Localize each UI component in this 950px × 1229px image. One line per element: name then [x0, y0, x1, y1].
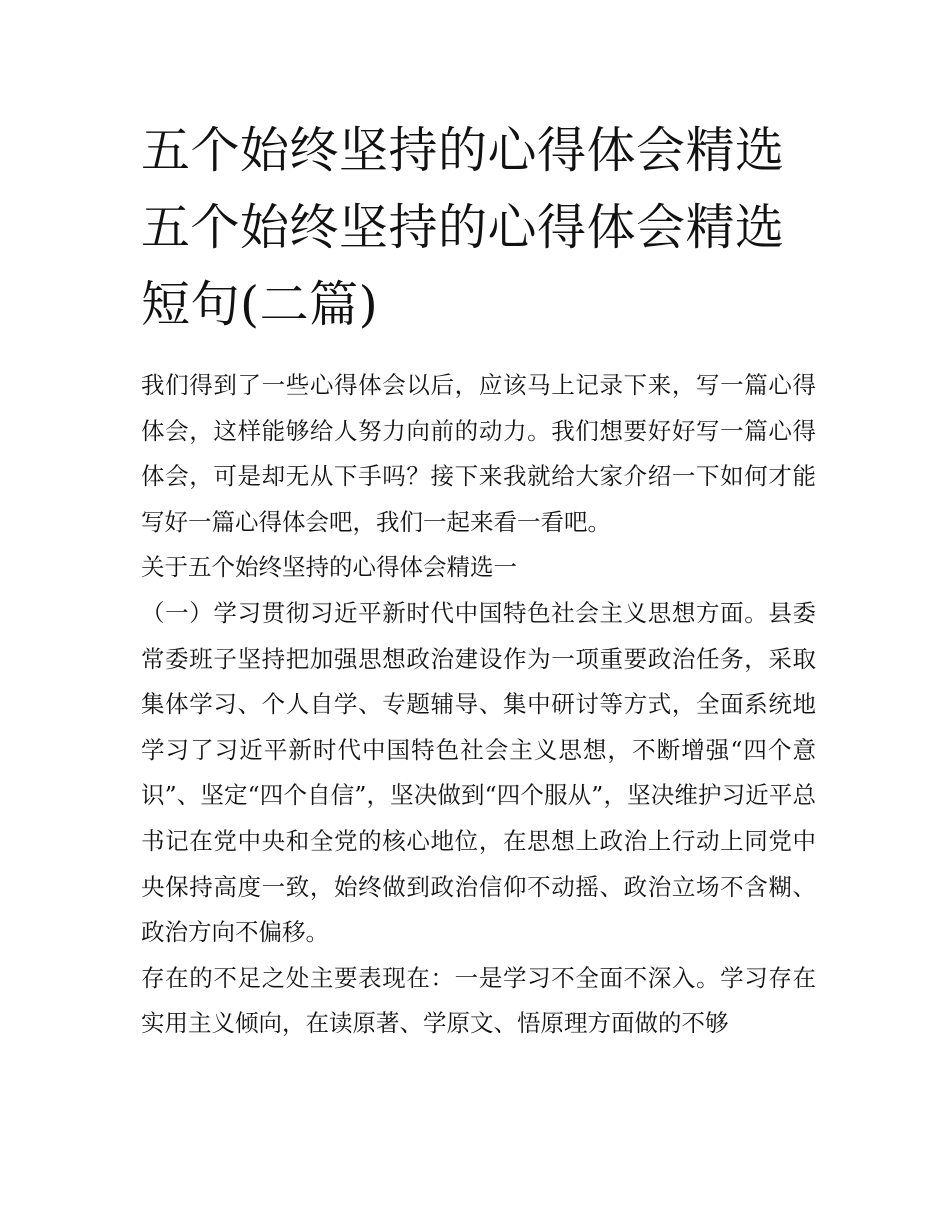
- document-page: [141, 112, 816, 1047]
- body-paragraph: 存在的不足之处主要表现在：一是学习不全面不深入。学习存在实用主义倾向，在读原著、学原文、悟原理方面做的不够: [141, 963, 816, 1038]
- body-paragraph: （一）学习贯彻习近平新时代中国特色社会主义思想方面。县委常委班子坚持把加强思想政治建设作为一项重要政治任务，采取集体学习、个人自学、专题辅导、集中研讨等方式，全面系统地学习了习近平新时代中国特色社会主义思想，不断增强“四个意识”、坚定“四个自信”，坚决做到“四个服从”，坚决维护习近平总书记在党中央和全党的核心地位，在思想上政治上行动上同党中央保持高度一致，始终做到政治信仰不动摇、政治立场不含糊、政治方向不偏移。: [141, 598, 816, 947]
- document-title: 五个始终坚持的心得体会精选五个始终坚持的心得体会精选短句(二篇): [141, 122, 785, 333]
- intro-paragraph: 我们得到了一些心得体会以后，应该马上记录下来，写一篇心得体会，这样能够给人努力向前的动力。我们想要好好写一篇心得体会，可是却无从下手吗？接下来我就给大家介绍一下如何才能写好一篇心得体会吧，我们一起来看一看吧。: [141, 371, 816, 536]
- section-heading: 关于五个始终坚持的心得体会精选一: [141, 553, 517, 582]
